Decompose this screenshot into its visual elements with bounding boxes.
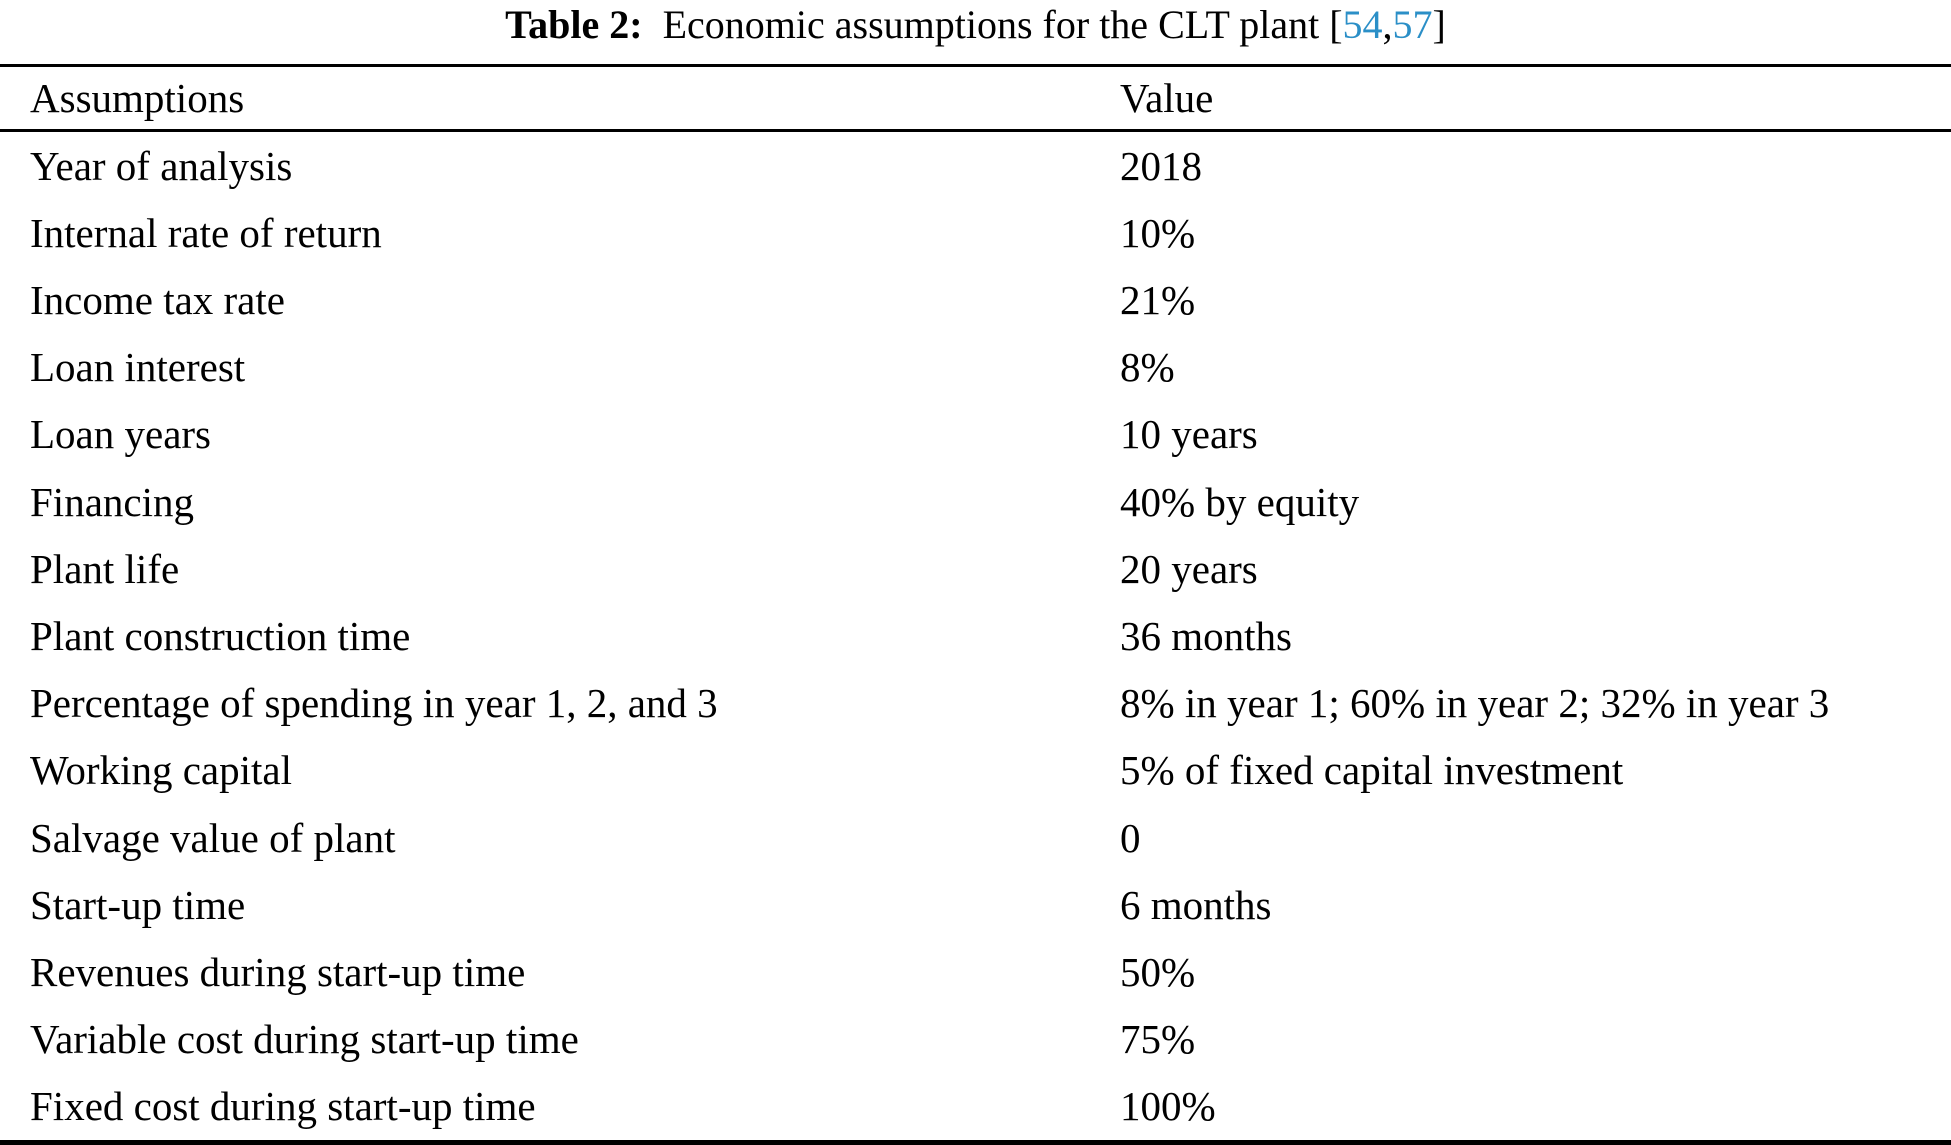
table-row: [0, 938, 1951, 1005]
value-cell: 8% in year 1; 60% in year 2; 32% in year 3: [1120, 680, 1830, 727]
value-cell: 5% of fixed capital investment: [1120, 747, 1624, 794]
value-cell: 2018: [1120, 142, 1202, 189]
header-value: Value: [1120, 75, 1214, 121]
assumption-cell: Plant life: [30, 545, 180, 592]
value-cell: 21%: [1120, 277, 1196, 323]
value-cell: 10%: [1120, 209, 1196, 256]
table-row: [0, 1006, 1951, 1073]
value-cell: 10 years: [1120, 411, 1258, 458]
value-cell: 50%: [1120, 949, 1196, 996]
citation-bracket-close: ]: [1432, 2, 1446, 47]
table-header-row: [0, 67, 1951, 129]
value-cell: 6 months: [1120, 881, 1272, 928]
assumption-cell: Loan years: [30, 411, 211, 458]
citation-ref-1[interactable]: 54: [1342, 2, 1383, 47]
assumption-cell: Working capital: [30, 747, 292, 794]
value-cell: 8%: [1120, 344, 1175, 391]
assumption-cell: Start-up time: [30, 881, 246, 928]
table-row: [0, 401, 1951, 468]
citation-bracket-open: [: [1329, 2, 1343, 47]
assumption-cell: Percentage of spending in year 1, 2, and 3: [30, 680, 718, 727]
table-row: [0, 535, 1951, 602]
table-row: [0, 871, 1951, 938]
value-cell: 100%: [1120, 1083, 1216, 1130]
table-row: [0, 132, 1951, 199]
table-row: [0, 804, 1951, 871]
value-cell: 40% by equity: [1120, 478, 1360, 525]
assumption-cell: Fixed cost during start-up time: [30, 1083, 536, 1130]
assumption-cell: Revenues during start-up time: [30, 949, 526, 996]
assumption-cell: Internal rate of return: [30, 209, 382, 256]
table-row: [0, 1073, 1951, 1140]
assumption-cell: Salvage value of plant: [30, 814, 396, 861]
value-cell: 20 years: [1120, 545, 1258, 592]
value-cell: 0: [1120, 814, 1141, 861]
table-bottom-rule: [0, 1140, 1951, 1145]
assumption-cell: Financing: [30, 478, 194, 525]
assumption-cell: Year of analysis: [30, 142, 293, 189]
citation-separator: ,: [1382, 2, 1393, 47]
table-row: [0, 670, 1951, 737]
table-row: [0, 334, 1951, 401]
assumption-cell: Variable cost during start-up time: [30, 1016, 579, 1063]
table-row: [0, 602, 1951, 669]
table-row: [0, 468, 1951, 535]
assumption-cell: Income tax rate: [30, 277, 285, 323]
table-caption: [0, 0, 1951, 64]
caption-number: Table 2:: [505, 2, 643, 47]
citation-ref-2[interactable]: 57: [1392, 2, 1433, 47]
table-row: [0, 266, 1951, 333]
table-row: [0, 737, 1951, 804]
value-cell: 36 months: [1120, 613, 1292, 660]
assumption-cell: Plant construction time: [30, 613, 411, 660]
value-cell: 75%: [1120, 1016, 1196, 1063]
header-assumptions: Assumptions: [30, 75, 245, 121]
table-row: [0, 199, 1951, 266]
caption-title: Economic assumptions for the CLT plant: [652, 2, 1330, 47]
table-body: [0, 132, 1951, 1140]
assumption-cell: Loan interest: [30, 344, 246, 391]
